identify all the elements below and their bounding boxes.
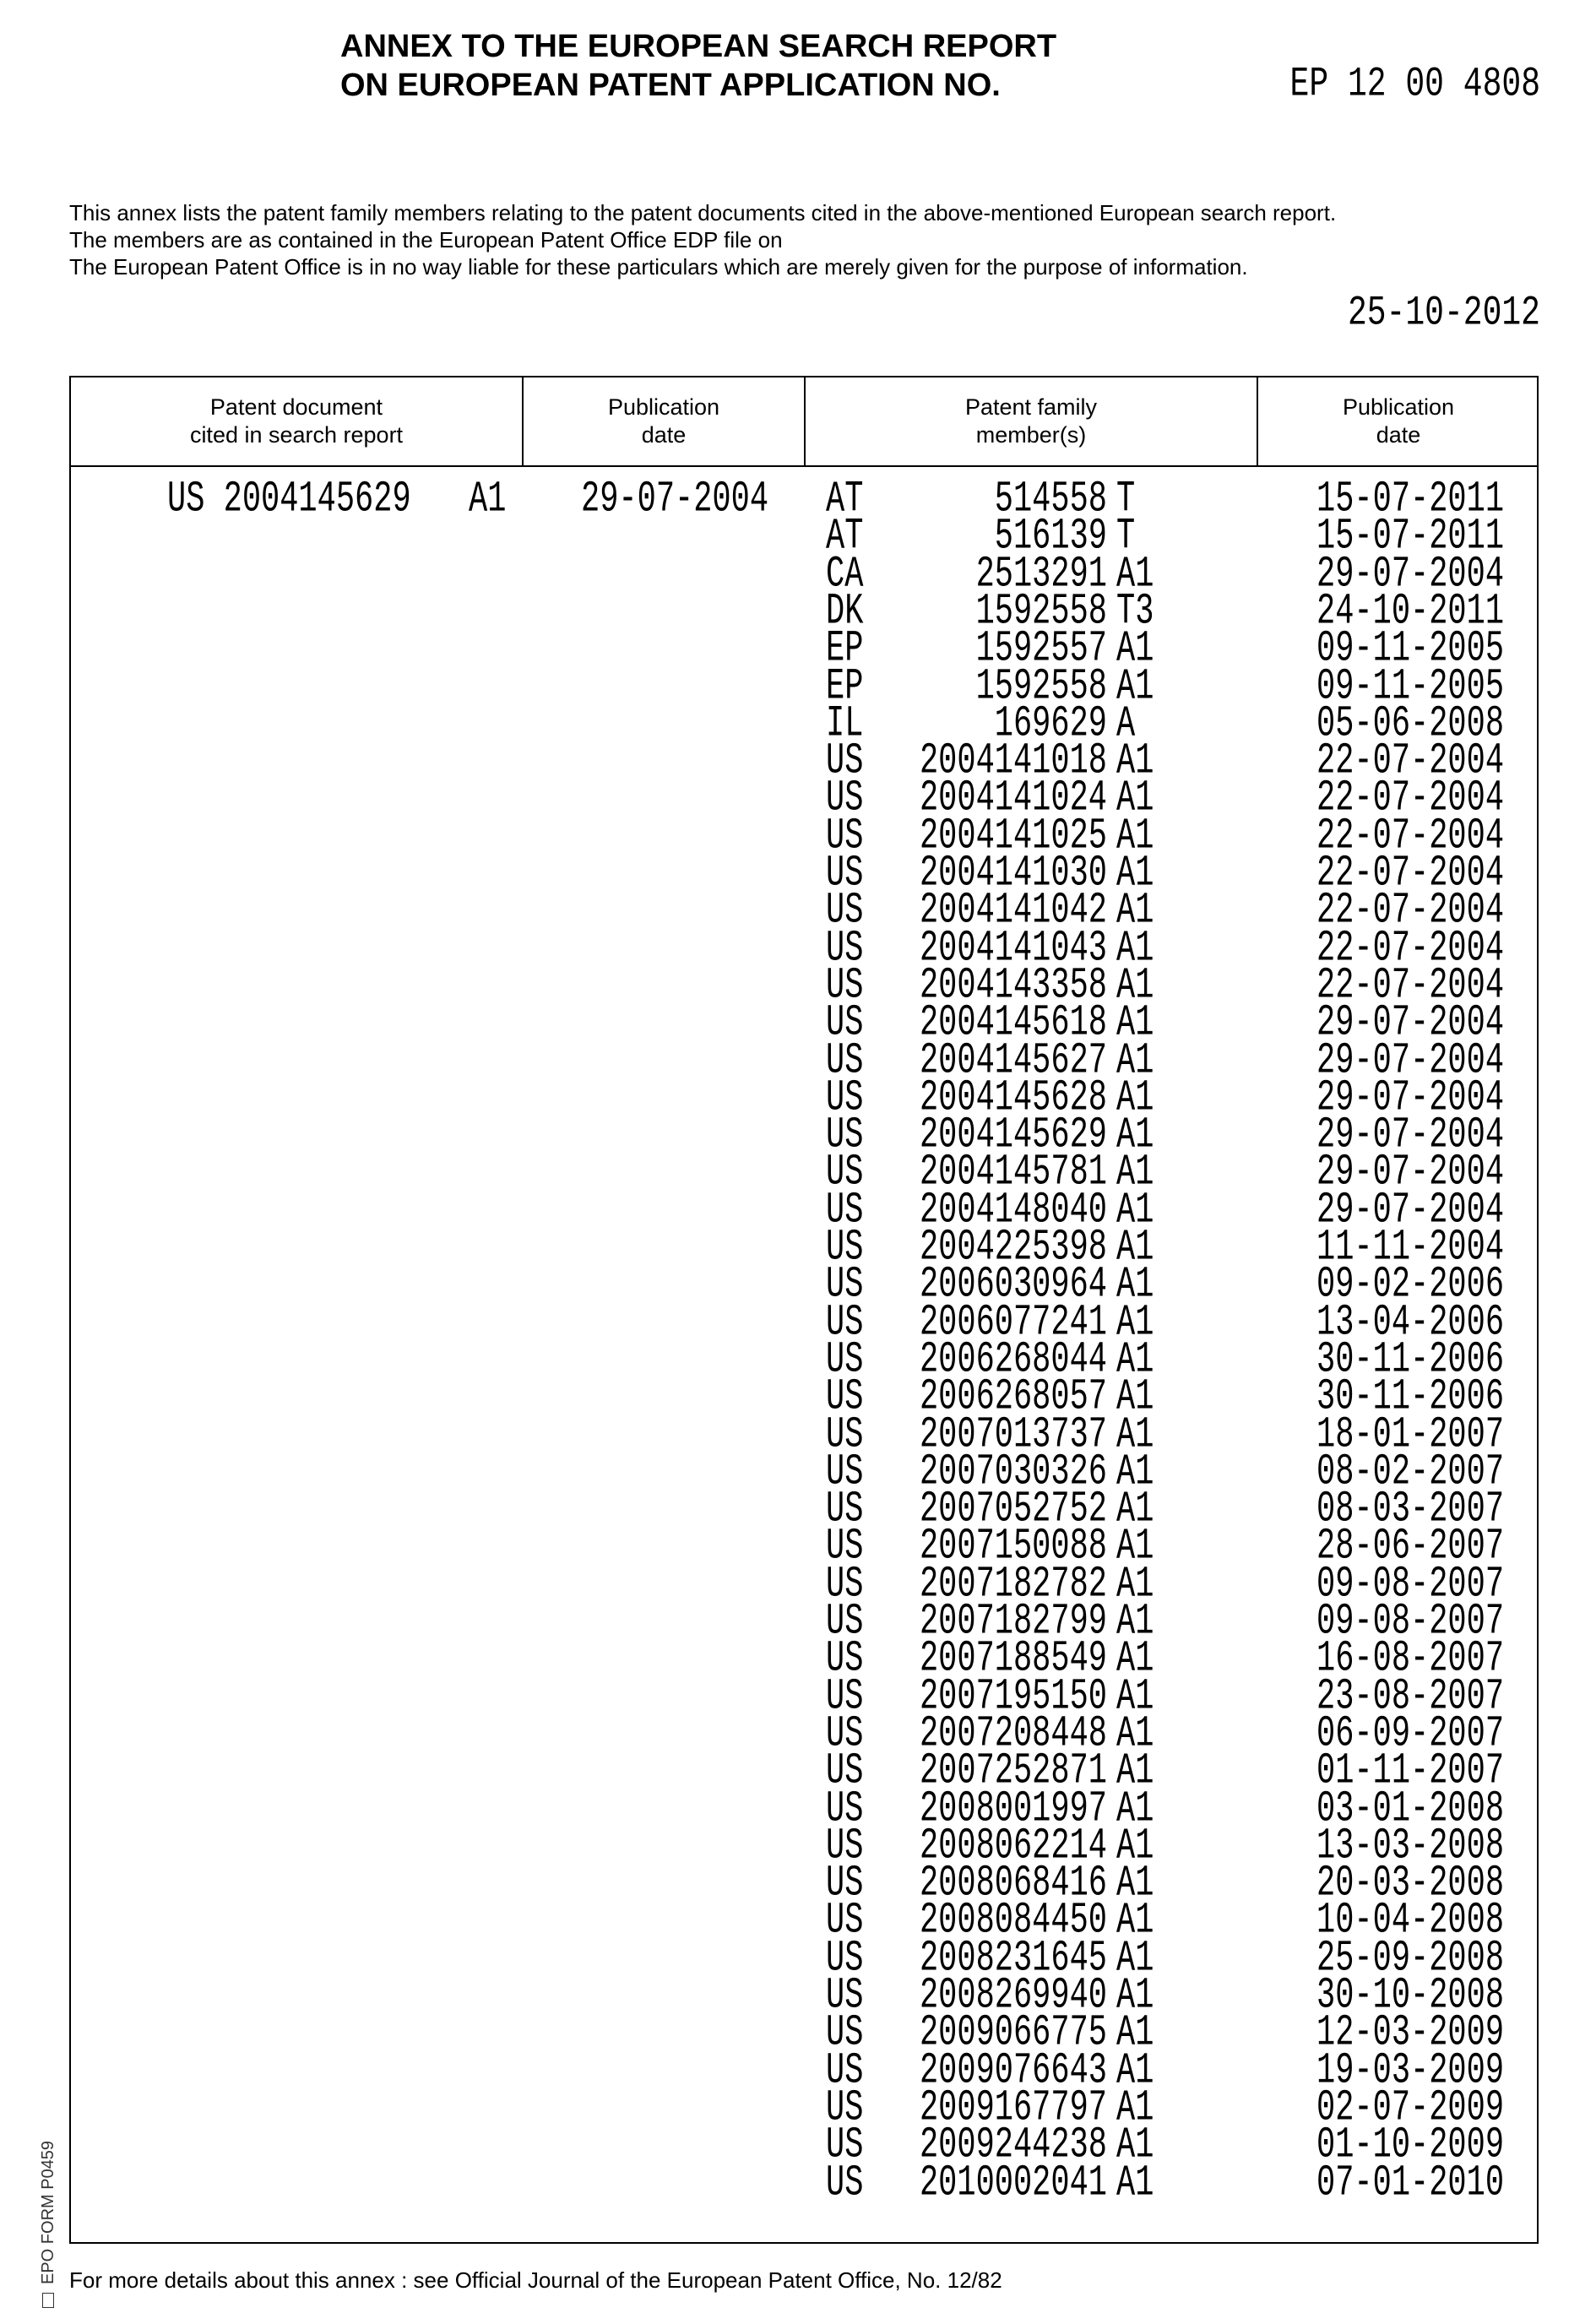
country-code: DK xyxy=(826,586,863,638)
country-code: US xyxy=(826,774,863,826)
member-number: 2004145618 xyxy=(920,997,1107,1050)
member-publication-date: 09-11-2005 xyxy=(1316,623,1504,676)
member-number: 2006268044 xyxy=(920,1334,1107,1387)
country-code: US xyxy=(826,1858,863,1910)
kind-code: A1 xyxy=(1116,885,1154,937)
country-code: US xyxy=(826,1035,863,1088)
intro-line-1: This annex lists the patent family members relating to the patent documents cited in the above-mentioned European search report. xyxy=(69,199,1336,226)
country-code: EP xyxy=(826,623,863,676)
intro-line-2: The members are as contained in the European Patent Office EDP file on xyxy=(69,226,1336,253)
country-code: US xyxy=(826,1671,863,1724)
kind-code: A1 xyxy=(1116,1896,1154,1948)
kind-code: A1 xyxy=(1116,1708,1154,1761)
member-number: 2004145781 xyxy=(920,1148,1107,1200)
member-publication-date: 18-01-2007 xyxy=(1316,1409,1504,1462)
member-publication-date: 22-07-2004 xyxy=(1316,736,1504,788)
member-publication-date: 30-10-2008 xyxy=(1316,1970,1504,2023)
kind-code: A1 xyxy=(1116,2120,1154,2172)
member-publication-date: 23-08-2007 xyxy=(1316,1671,1504,1724)
kind-code: A1 xyxy=(1116,1559,1154,1611)
member-number: 2004148040 xyxy=(920,1185,1107,1237)
member-publication-date: 13-04-2006 xyxy=(1316,1297,1504,1349)
patent-family-table xyxy=(69,376,1539,2244)
member-number: 2004141024 xyxy=(920,774,1107,826)
member-publication-date: 22-07-2004 xyxy=(1316,923,1504,975)
member-publication-date: 03-01-2008 xyxy=(1316,1784,1504,1836)
member-publication-date: 12-03-2009 xyxy=(1316,2007,1504,2060)
member-number: 2513291 xyxy=(976,549,1107,601)
country-code: US xyxy=(826,1970,863,2023)
country-code: AT xyxy=(826,511,863,563)
member-publication-date: 13-03-2008 xyxy=(1316,1821,1504,1873)
member-number: 2009076643 xyxy=(920,2045,1107,2098)
member-number: 1592558 xyxy=(976,661,1107,714)
kind-code: T xyxy=(1116,474,1135,526)
member-number: 2007030326 xyxy=(920,1447,1107,1499)
header-line: Patent family xyxy=(965,394,1097,421)
form-id: EPO FORM P0459 xyxy=(39,2141,58,2284)
kind-code: A1 xyxy=(1116,1409,1154,1462)
kind-code: A1 xyxy=(1116,1633,1154,1686)
member-publication-date: 24-10-2011 xyxy=(1316,586,1504,638)
kind-code: A1 xyxy=(1116,2007,1154,2060)
kind-code: A1 xyxy=(1116,1596,1154,1648)
country-code: EP xyxy=(826,661,863,714)
country-code: US xyxy=(826,960,863,1013)
kind-code: A1 xyxy=(1116,923,1154,975)
country-code: US xyxy=(826,1708,863,1761)
member-number: 2008062214 xyxy=(920,1821,1107,1873)
member-number: 2004145628 xyxy=(920,1072,1107,1125)
kind-code: A1 xyxy=(1116,1035,1154,1088)
column-header-family-members xyxy=(806,377,1258,467)
member-number: 2009244238 xyxy=(920,2120,1107,2172)
member-number: 2007150088 xyxy=(920,1522,1107,1574)
kind-code: A1 xyxy=(1116,1110,1154,1162)
member-number: 2009167797 xyxy=(920,2082,1107,2135)
member-publication-date: 11-11-2004 xyxy=(1316,1222,1504,1274)
country-code: US xyxy=(826,1110,863,1162)
member-number: 2007195150 xyxy=(920,1671,1107,1724)
country-code: US xyxy=(826,2007,863,2060)
country-code: US xyxy=(826,1148,863,1200)
kind-code: A1 xyxy=(1116,549,1154,601)
member-number: 2004145629 xyxy=(920,1110,1107,1162)
kind-code: A1 xyxy=(1116,1185,1154,1237)
column-header-member-publication-date xyxy=(1258,377,1539,467)
country-code: US xyxy=(826,1371,863,1424)
kind-code: A1 xyxy=(1116,1933,1154,1985)
report-title xyxy=(220,27,1354,105)
country-code: US xyxy=(826,997,863,1050)
member-publication-date: 22-07-2004 xyxy=(1316,960,1504,1013)
member-publication-date: 22-07-2004 xyxy=(1316,885,1504,937)
kind-code: A1 xyxy=(1116,774,1154,826)
kind-code: A1 xyxy=(1116,2045,1154,2098)
country-code: US xyxy=(826,1259,863,1311)
member-number: 2006268057 xyxy=(920,1371,1107,1424)
kind-code: A1 xyxy=(1116,1746,1154,1798)
country-code: US xyxy=(826,2158,863,2210)
country-code: US xyxy=(826,1185,863,1237)
member-publication-date: 09-11-2005 xyxy=(1316,661,1504,714)
member-publication-date: 30-11-2006 xyxy=(1316,1334,1504,1387)
member-number: 2004141043 xyxy=(920,923,1107,975)
application-number: EP 12 00 4808 xyxy=(1290,61,1540,108)
kind-code: A1 xyxy=(1116,1371,1154,1424)
kind-code: A1 xyxy=(1116,1671,1154,1724)
member-publication-date: 06-09-2007 xyxy=(1316,1708,1504,1761)
member-number: 2008001997 xyxy=(920,1784,1107,1836)
header-line: Publication xyxy=(608,394,719,421)
member-number: 1592557 xyxy=(976,623,1107,676)
member-number: 2008084450 xyxy=(920,1896,1107,1948)
country-code: US xyxy=(826,1559,863,1611)
member-publication-date: 08-03-2007 xyxy=(1316,1484,1504,1536)
kind-code: A1 xyxy=(1116,1148,1154,1200)
member-number: 516139 xyxy=(995,511,1107,563)
member-publication-date: 22-07-2004 xyxy=(1316,811,1504,863)
member-publication-date: 15-07-2011 xyxy=(1316,474,1504,526)
country-code: US xyxy=(826,1447,863,1499)
column-header-patent-document xyxy=(71,377,524,467)
member-number: 2010002041 xyxy=(920,2158,1107,2210)
member-publication-date: 15-07-2011 xyxy=(1316,511,1504,563)
member-publication-date: 29-07-2004 xyxy=(1316,1185,1504,1237)
title-line-1: ANNEX TO THE EUROPEAN SEARCH REPORT xyxy=(340,27,1354,66)
member-number: 2007208448 xyxy=(920,1708,1107,1761)
title-line-2: ON EUROPEAN PATENT APPLICATION NO. xyxy=(340,66,1354,105)
kind-code: A1 xyxy=(1116,2082,1154,2135)
member-publication-date: 25-09-2008 xyxy=(1316,1933,1504,1985)
country-code: US xyxy=(826,1633,863,1686)
member-number: 169629 xyxy=(995,698,1107,751)
kind-code: A1 xyxy=(1116,1447,1154,1499)
kind-code: A1 xyxy=(1116,1970,1154,2023)
cited-document-number: US 2004145629 xyxy=(167,474,411,526)
member-number: 2007013737 xyxy=(920,1409,1107,1462)
member-number: 2008068416 xyxy=(920,1858,1107,1910)
country-code: US xyxy=(826,1784,863,1836)
member-number: 2007052752 xyxy=(920,1484,1107,1536)
kind-code: A1 xyxy=(1116,1484,1154,1536)
member-publication-date: 29-07-2004 xyxy=(1316,1110,1504,1162)
member-publication-date: 10-04-2008 xyxy=(1316,1896,1504,1948)
member-publication-date: 29-07-2004 xyxy=(1316,549,1504,601)
member-publication-date: 22-07-2004 xyxy=(1316,774,1504,826)
member-publication-date: 29-07-2004 xyxy=(1316,997,1504,1050)
member-number: 2004141025 xyxy=(920,811,1107,863)
family-member-row xyxy=(71,2165,1540,2202)
member-publication-date: 29-07-2004 xyxy=(1316,1148,1504,1200)
kind-code: A1 xyxy=(1116,811,1154,863)
kind-code: A1 xyxy=(1116,1222,1154,1274)
kind-code: A1 xyxy=(1116,1784,1154,1836)
member-publication-date: 29-07-2004 xyxy=(1316,1035,1504,1088)
member-number: 2006077241 xyxy=(920,1297,1107,1349)
header-line: date xyxy=(608,421,719,449)
header-line: Patent document xyxy=(190,394,403,421)
member-publication-date: 01-10-2009 xyxy=(1316,2120,1504,2172)
kind-code: A1 xyxy=(1116,997,1154,1050)
country-code: US xyxy=(826,2045,863,2098)
country-code: US xyxy=(826,1072,863,1125)
member-number: 1592558 xyxy=(976,586,1107,638)
header-line: member(s) xyxy=(965,421,1097,449)
country-code: US xyxy=(826,885,863,937)
member-number: 2004141042 xyxy=(920,885,1107,937)
country-code: US xyxy=(826,1409,863,1462)
member-number: 2004225398 xyxy=(920,1222,1107,1274)
member-number: 2004145627 xyxy=(920,1035,1107,1088)
country-code: US xyxy=(826,923,863,975)
member-publication-date: 29-07-2004 xyxy=(1316,1072,1504,1125)
intro-line-3: The European Patent Office is in no way liable for these particulars which are merely given for the purpose of information. xyxy=(69,253,1336,280)
member-publication-date: 08-02-2007 xyxy=(1316,1447,1504,1499)
country-code: US xyxy=(826,1933,863,1985)
member-publication-date: 09-08-2007 xyxy=(1316,1559,1504,1611)
header-line: date xyxy=(1343,421,1454,449)
member-number: 2004143358 xyxy=(920,960,1107,1013)
member-publication-date: 09-08-2007 xyxy=(1316,1596,1504,1648)
member-publication-date: 30-11-2006 xyxy=(1316,1371,1504,1424)
member-number: 2007182799 xyxy=(920,1596,1107,1648)
country-code: US xyxy=(826,1522,863,1574)
kind-code: A1 xyxy=(1116,623,1154,676)
member-number: 2004141018 xyxy=(920,736,1107,788)
member-publication-date: 19-03-2009 xyxy=(1316,2045,1504,2098)
member-publication-date: 09-02-2006 xyxy=(1316,1259,1504,1311)
member-number: 2007188549 xyxy=(920,1633,1107,1686)
member-publication-date: 05-06-2008 xyxy=(1316,698,1504,751)
kind-code: A1 xyxy=(1116,1334,1154,1387)
kind-code: A1 xyxy=(1116,1297,1154,1349)
member-number: 514558 xyxy=(995,474,1107,526)
kind-code: A1 xyxy=(1116,848,1154,900)
member-publication-date: 02-07-2009 xyxy=(1316,2082,1504,2135)
kind-code: A1 xyxy=(1116,1858,1154,1910)
kind-code: A1 xyxy=(1116,2158,1154,2210)
country-code: US xyxy=(826,1297,863,1349)
cited-document-date: 29-07-2004 xyxy=(581,474,768,526)
kind-code: A1 xyxy=(1116,1072,1154,1125)
member-publication-date: 20-03-2008 xyxy=(1316,1858,1504,1910)
country-code: US xyxy=(826,1334,863,1387)
country-code: AT xyxy=(826,474,863,526)
header-line: Publication xyxy=(1343,394,1454,421)
country-code: US xyxy=(826,2082,863,2135)
country-code: US xyxy=(826,1821,863,1873)
kind-code: A xyxy=(1116,698,1135,751)
member-publication-date: 22-07-2004 xyxy=(1316,848,1504,900)
kind-code: A1 xyxy=(1116,736,1154,788)
kind-code: A1 xyxy=(1116,1259,1154,1311)
country-code: US xyxy=(826,736,863,788)
country-code: US xyxy=(826,2120,863,2172)
country-code: US xyxy=(826,848,863,900)
country-code: US xyxy=(826,1746,863,1798)
member-number: 2008231645 xyxy=(920,1933,1107,1985)
member-number: 2009066775 xyxy=(920,2007,1107,2060)
country-code: US xyxy=(826,1222,863,1274)
member-number: 2007252871 xyxy=(920,1746,1107,1798)
member-number: 2007182782 xyxy=(920,1559,1107,1611)
member-publication-date: 01-11-2007 xyxy=(1316,1746,1504,1798)
member-number: 2006030964 xyxy=(920,1259,1107,1311)
member-number: 2004141030 xyxy=(920,848,1107,900)
member-publication-date: 16-08-2007 xyxy=(1316,1633,1504,1686)
header-line: cited in search report xyxy=(190,421,403,449)
cited-document-kind: A1 xyxy=(469,474,506,526)
report-date: 25-10-2012 xyxy=(1348,290,1540,337)
kind-code: T xyxy=(1116,511,1135,563)
intro-text xyxy=(69,199,1336,280)
column-header-publication-date xyxy=(524,377,806,467)
footer-note: For more details about this annex : see Official Journal of the European Patent Office, No. 12/82 xyxy=(69,2267,1002,2294)
kind-code: T3 xyxy=(1116,586,1154,638)
country-code: IL xyxy=(826,698,863,751)
member-publication-date: 07-01-2010 xyxy=(1316,2158,1504,2210)
member-number: 2008269940 xyxy=(920,1970,1107,2023)
kind-code: A1 xyxy=(1116,960,1154,1013)
country-code: CA xyxy=(826,549,863,601)
country-code: US xyxy=(826,1596,863,1648)
country-code: US xyxy=(826,811,863,863)
form-mark-icon xyxy=(42,2293,54,2308)
kind-code: A1 xyxy=(1116,661,1154,714)
country-code: US xyxy=(826,1896,863,1948)
member-publication-date: 28-06-2007 xyxy=(1316,1522,1504,1574)
country-code: US xyxy=(826,1484,863,1536)
kind-code: A1 xyxy=(1116,1821,1154,1873)
kind-code: A1 xyxy=(1116,1522,1154,1574)
